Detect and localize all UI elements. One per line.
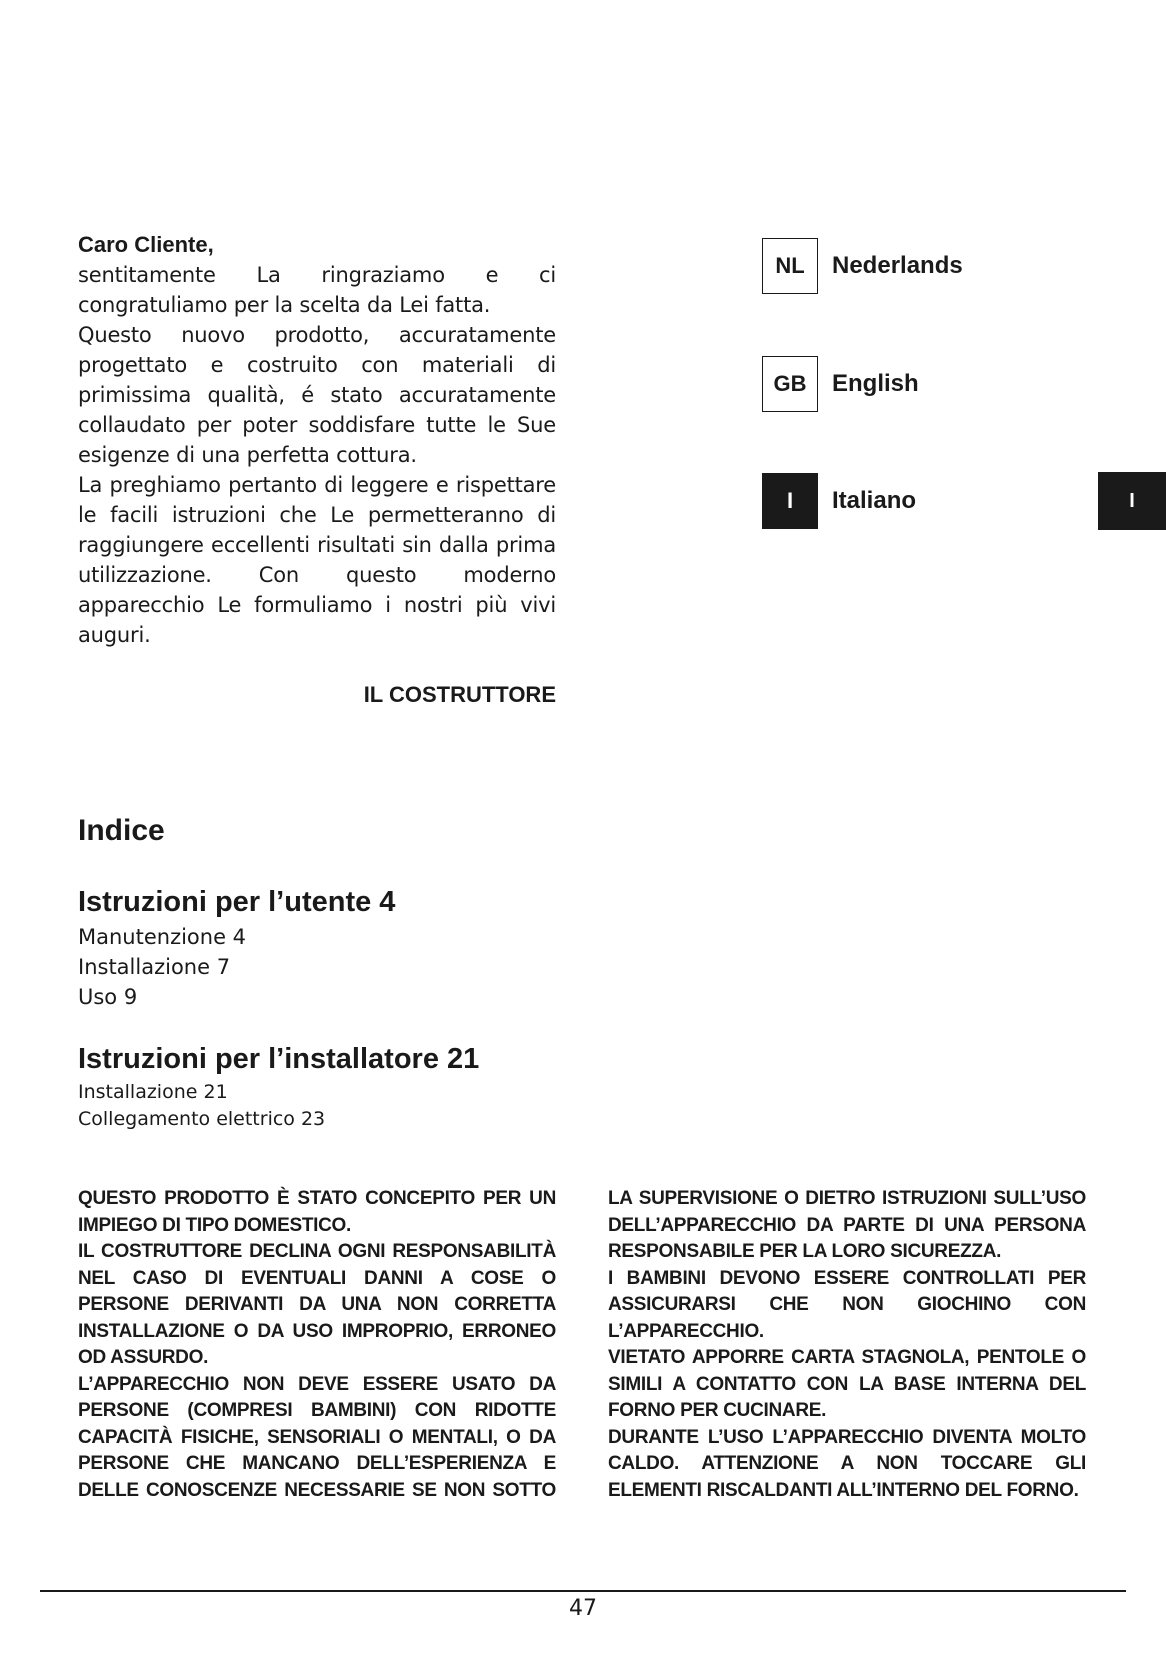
warning-paragraph: LA SUPERVISIONE O DIETRO ISTRUZIONI SULL’USO DELL’APPARECCHIO DA PARTE DI UNA PERSONA RESPONSABILE PER LA LORO SICUREZZA. <box>608 1188 1086 1262</box>
language-code-badge: NL <box>762 238 818 294</box>
language-item-it[interactable] <box>762 472 916 530</box>
language-code-badge-active: I <box>762 473 818 529</box>
warning-paragraph: IL COSTRUTTORE DECLINA OGNI RESPONSABILITÀ NEL CASO DI EVENTUALI DANNI A COSE O PERSONE DERIVANTI DA UNA NON CORRETTA INSTALLAZIONE O DA USO IMPROPRIO, ERRONEO OD ASSURDO. <box>78 1241 556 1368</box>
letter-greeting: Caro Cliente, <box>78 232 214 257</box>
safety-warnings-right <box>608 1186 1086 1504</box>
index-entry: Uso 9 <box>78 985 138 1009</box>
index-title: Indice <box>78 814 165 847</box>
greeting-letter <box>78 230 556 650</box>
safety-warnings-left <box>78 1186 556 1504</box>
warning-paragraph: VIETATO APPORRE CARTA STAGNOLA, PENTOLE O SIMILI A CONTATTO CON LA BASE INTERNA DEL FORNO PER CUCINARE. <box>608 1347 1086 1421</box>
index-entry: Installazione 21 <box>78 1081 228 1103</box>
language-side-tab: I <box>1098 472 1166 530</box>
language-name: Italiano <box>832 487 917 514</box>
index-section-title: Istruzioni per l’utente 4 <box>78 886 396 918</box>
index-entry: Collegamento elettrico 23 <box>78 1108 326 1130</box>
index-entry-list <box>78 1079 325 1133</box>
index-section-title: Istruzioni per l’installatore 21 <box>78 1043 480 1075</box>
index-entry-list <box>78 922 246 1012</box>
letter-signature: IL COSTRUTTORE <box>363 682 556 707</box>
index-entry: Manutenzione 4 <box>78 925 247 949</box>
warning-paragraph: DURANTE L’USO L’APPARECCHIO DIVENTA MOLTO CALDO. ATTENZIONE A NON TOCCARE GLI ELEMENTI RISCALDANTI ALL’INTERNO DEL FORNO. <box>608 1426 1086 1501</box>
language-name: English <box>832 370 919 397</box>
warning-paragraph: I BAMBINI DEVONO ESSERE CONTROLLATI PER ASSICURARSI CHE NON GIOCHINO CON L’APPARECCHIO. <box>608 1267 1086 1342</box>
language-item-gb[interactable] <box>762 355 919 413</box>
language-code-badge: GB <box>762 356 818 412</box>
index-entry: Installazione 7 <box>78 955 231 979</box>
warning-paragraph: QUESTO PRODOTTO È STATO CONCEPITO PER UN IMPIEGO DI TIPO DOMESTICO. <box>78 1188 556 1236</box>
letter-paragraph: sentitamente La ringraziamo e ci congratuliamo per la scelta da Lei fatta. <box>78 263 556 317</box>
letter-paragraph: Questo nuovo prodotto, accuratamente progettato e costruito con materiali di primissima qualità, é stato accuratamente collaudato per poter soddisfare tutte le Sue esigenze di una perfetta cottura. <box>78 323 556 467</box>
language-item-nl[interactable] <box>762 237 963 295</box>
footer-divider <box>40 1590 1126 1592</box>
warning-paragraph: L’APPARECCHIO NON DEVE ESSERE USATO DA PERSONE (COMPRESI BAMBINI) CON RIDOTTE CAPACITÀ FISICHE, SENSORIALI O MENTALI, O DA PERSONE CHE MANCANO DELL’ESPERIENZA E DELLE CONOSCENZE NECESSARIE SE NON SOTTO <box>78 1373 556 1501</box>
language-name: Nederlands <box>832 252 963 279</box>
letter-paragraph: La preghiamo pertanto di leggere e rispettare le facili istruzioni che Le permetteranno di raggiungere eccellenti risultati sin dalla prima utilizzazione. Con questo moderno apparecchio Le formuliamo i nostri più vivi auguri. <box>78 473 556 647</box>
page-number: 47 <box>569 1596 597 1621</box>
